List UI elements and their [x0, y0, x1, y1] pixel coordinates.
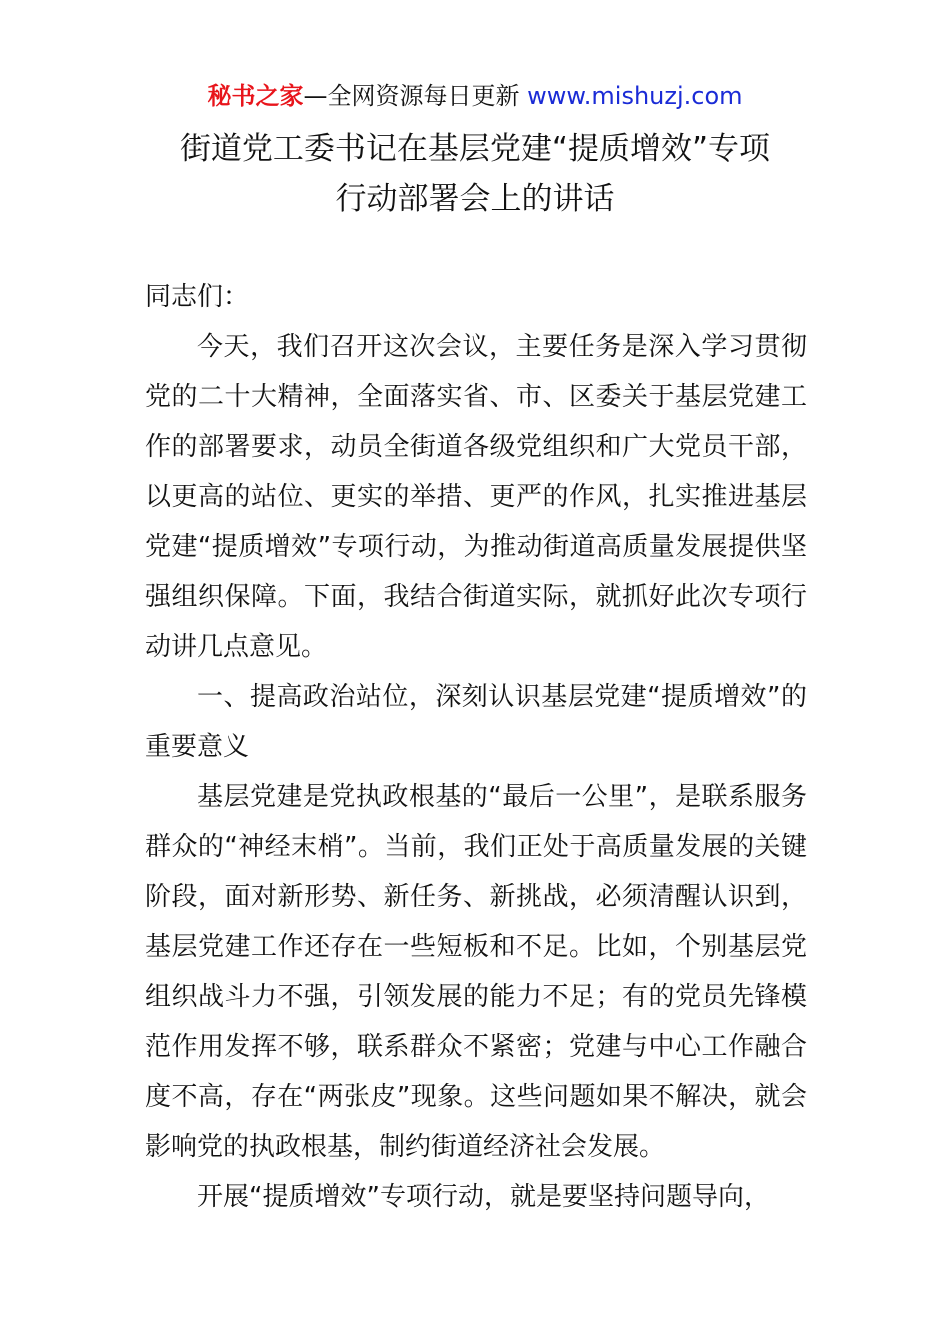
- title-line-1: 街道党工委书记在基层党建“提质增效”专项: [179, 131, 771, 167]
- site-header: [0, 80, 950, 112]
- header-slogan: —全网资源每日更新: [303, 82, 520, 110]
- section-heading-1: 一、提高政治站位，深刻认识基层党建“提质增效”的重要意义: [145, 682, 807, 762]
- brand-name: 秘书之家: [207, 82, 304, 110]
- salutation: 同志们：: [145, 282, 250, 312]
- site-url[interactable]: www.mishuzj.com: [527, 82, 743, 110]
- paragraph-2: 基层党建是党执政根基的“最后一公里”，是联系服务群众的“神经末梢”。当前，我们正处于高质量发展的关键阶段，面对新形势、新任务、新挑战，必须清醒认识到，基层党建工作还存在一些短板和不足。比如，个别基层党组织战斗力不强，引领发展的能力不足；有的党员先锋模范作用发挥不够，联系群众不紧密；党建与中心工作融合度不高，存在“两张皮”现象。这些问题如果不解决，就会影响党的执政根基，制约街道经济社会发展。: [145, 782, 807, 1162]
- title-line-2: 行动部署会上的讲话: [335, 181, 615, 217]
- document-title: [0, 124, 950, 224]
- document-body: [145, 272, 807, 1222]
- paragraph-1: 今天，我们召开这次会议，主要任务是深入学习贯彻党的二十大精神，全面落实省、市、区委关于基层党建工作的部署要求，动员全街道各级党组织和广大党员干部，以更高的站位、更实的举措、更严的作风，扎实推进基层党建“提质增效”专项行动，为推动街道高质量发展提供坚强组织保障。下面，我结合街道实际，就抓好此次专项行动讲几点意见。: [145, 332, 807, 662]
- paragraph-3: 开展“提质增效”专项行动，就是要坚持问题导向，: [197, 1182, 770, 1212]
